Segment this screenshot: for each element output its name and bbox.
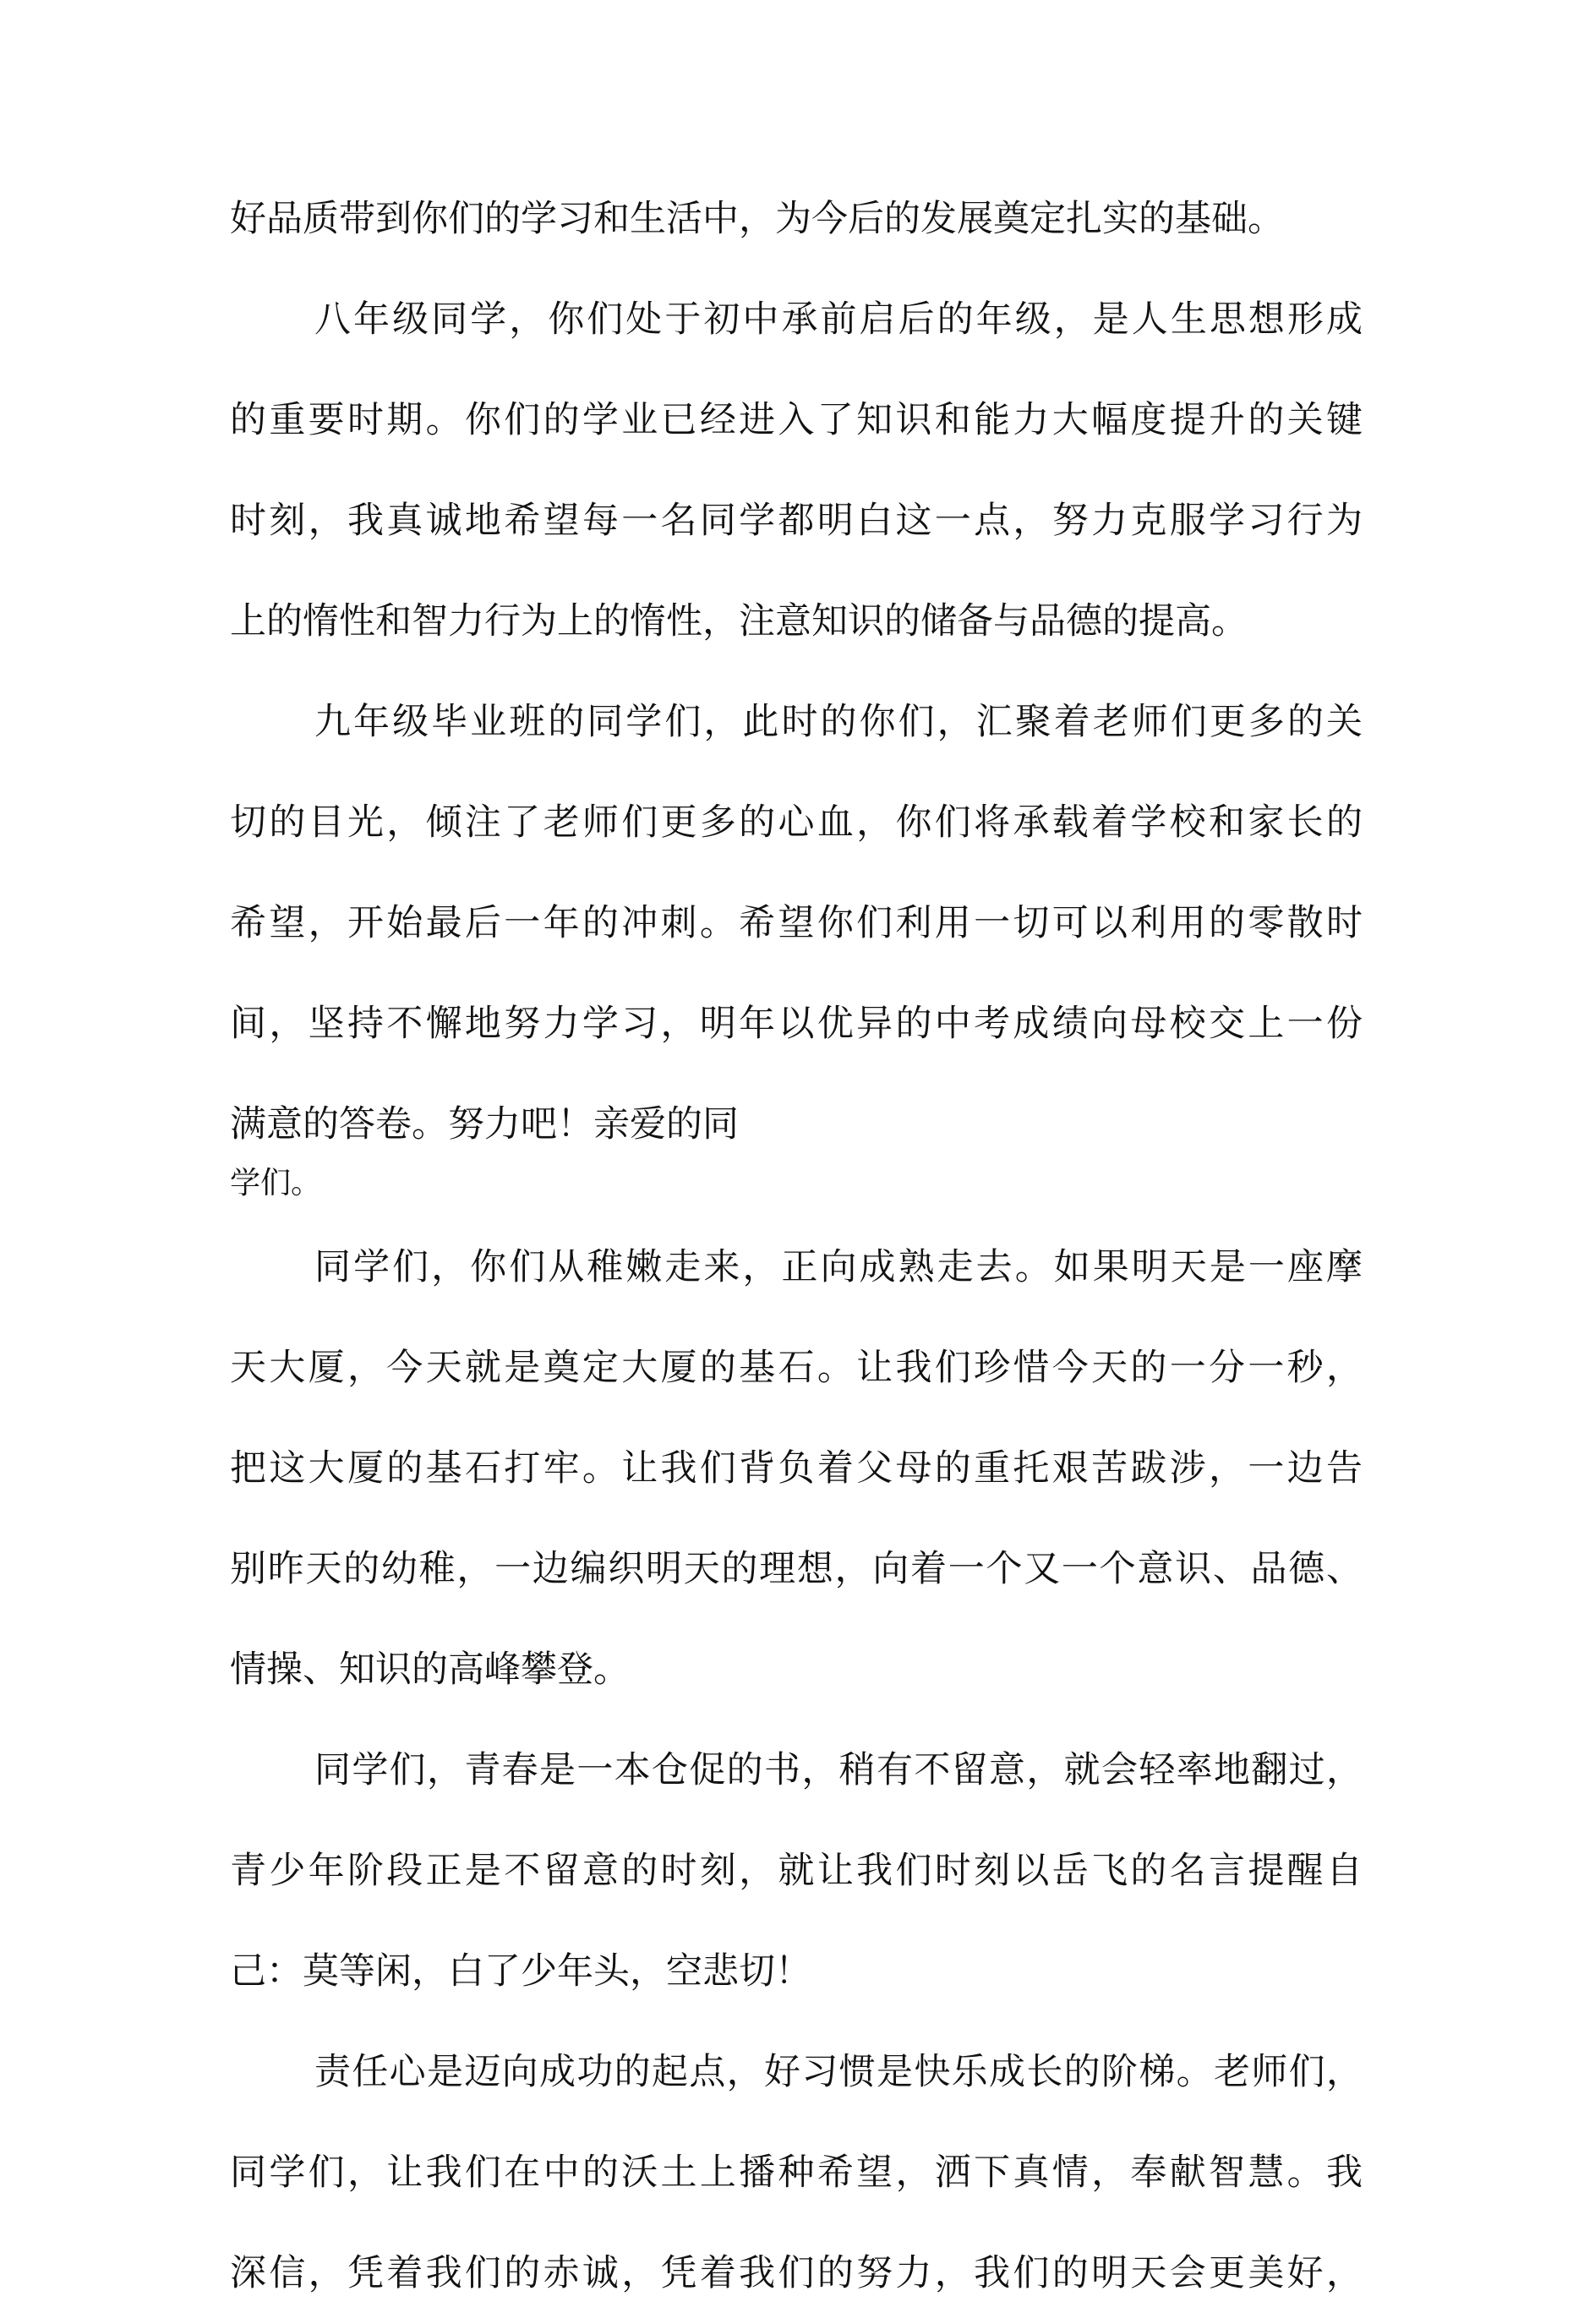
text-line: 同学们，青春是一本仓促的书，稍有不留意，就会轻率地翻过， — [314, 1749, 1363, 1791]
text-line: 同学们，让我们在中的沃土上播种希望，洒下真情，奉献智慧。我 — [230, 2152, 1363, 2194]
text-line: 情操、知识的高峰攀登。 — [230, 1649, 630, 1691]
text-line: 天大厦，今天就是奠定大厦的基石。让我们珍惜今天的一分一秒， — [230, 1347, 1363, 1389]
text-line: 己：莫等闲，白了少年头，空悲切！ — [230, 1950, 811, 1993]
text-line: 深信，凭着我们的赤诚，凭着我们的努力，我们的明天会更美好， — [230, 2252, 1363, 2294]
text-fragment-block — [230, 1150, 1363, 1217]
text-line: 时刻，我真诚地希望每一名同学都明白这一点，努力克服学习行为 — [230, 500, 1363, 542]
text-line: 的重要时期。你们的学业已经进入了知识和能力大幅度提升的关键 — [230, 399, 1363, 441]
text-block-upper — [230, 169, 1363, 1175]
text-line: 责任心是迈向成功的起点，好习惯是快乐成长的阶梯。老师们， — [314, 2051, 1363, 2093]
text-line: 八年级同学，你们处于初中承前启后的年级，是人生思想形成 — [314, 298, 1363, 341]
text-line: 切的目光，倾注了老师们更多的心血，你们将承载着学校和家长的 — [230, 801, 1363, 844]
text-line: 上的惰性和智力行为上的惰性，注意知识的储备与品德的提高。 — [230, 600, 1248, 643]
text-fragment: 学们。 — [230, 1166, 322, 1200]
text-line: 满意的答卷。努力吧！亲爱的同 — [230, 1103, 739, 1146]
text-line: 九年级毕业班的同学们，此时的你们，汇聚着老师们更多的关 — [314, 701, 1363, 743]
text-block-lower — [230, 1217, 1363, 2324]
text-line: 好品质带到你们的学习和生活中，为今后的发展奠定扎实的基础。 — [230, 198, 1284, 240]
text-line: 希望，开始最后一年的冲刺。希望你们利用一切可以利用的零散时 — [230, 902, 1363, 944]
text-line: 间，坚持不懈地努力学习，明年以优异的中考成绩向母校交上一份 — [230, 1003, 1363, 1045]
text-line: 把这大厦的基石打牢。让我们背负着父母的重托艰苦跋涉，一边告 — [230, 1447, 1363, 1490]
text-line: 别昨天的幼稚，一边编织明天的理想，向着一个又一个意识、品德、 — [230, 1548, 1363, 1590]
text-line: 同学们，你们从稚嫩走来，正向成熟走去。如果明天是一座摩 — [314, 1246, 1363, 1288]
text-line: 青少年阶段正是不留意的时刻，就让我们时刻以岳飞的名言提醒自 — [230, 1850, 1363, 1892]
